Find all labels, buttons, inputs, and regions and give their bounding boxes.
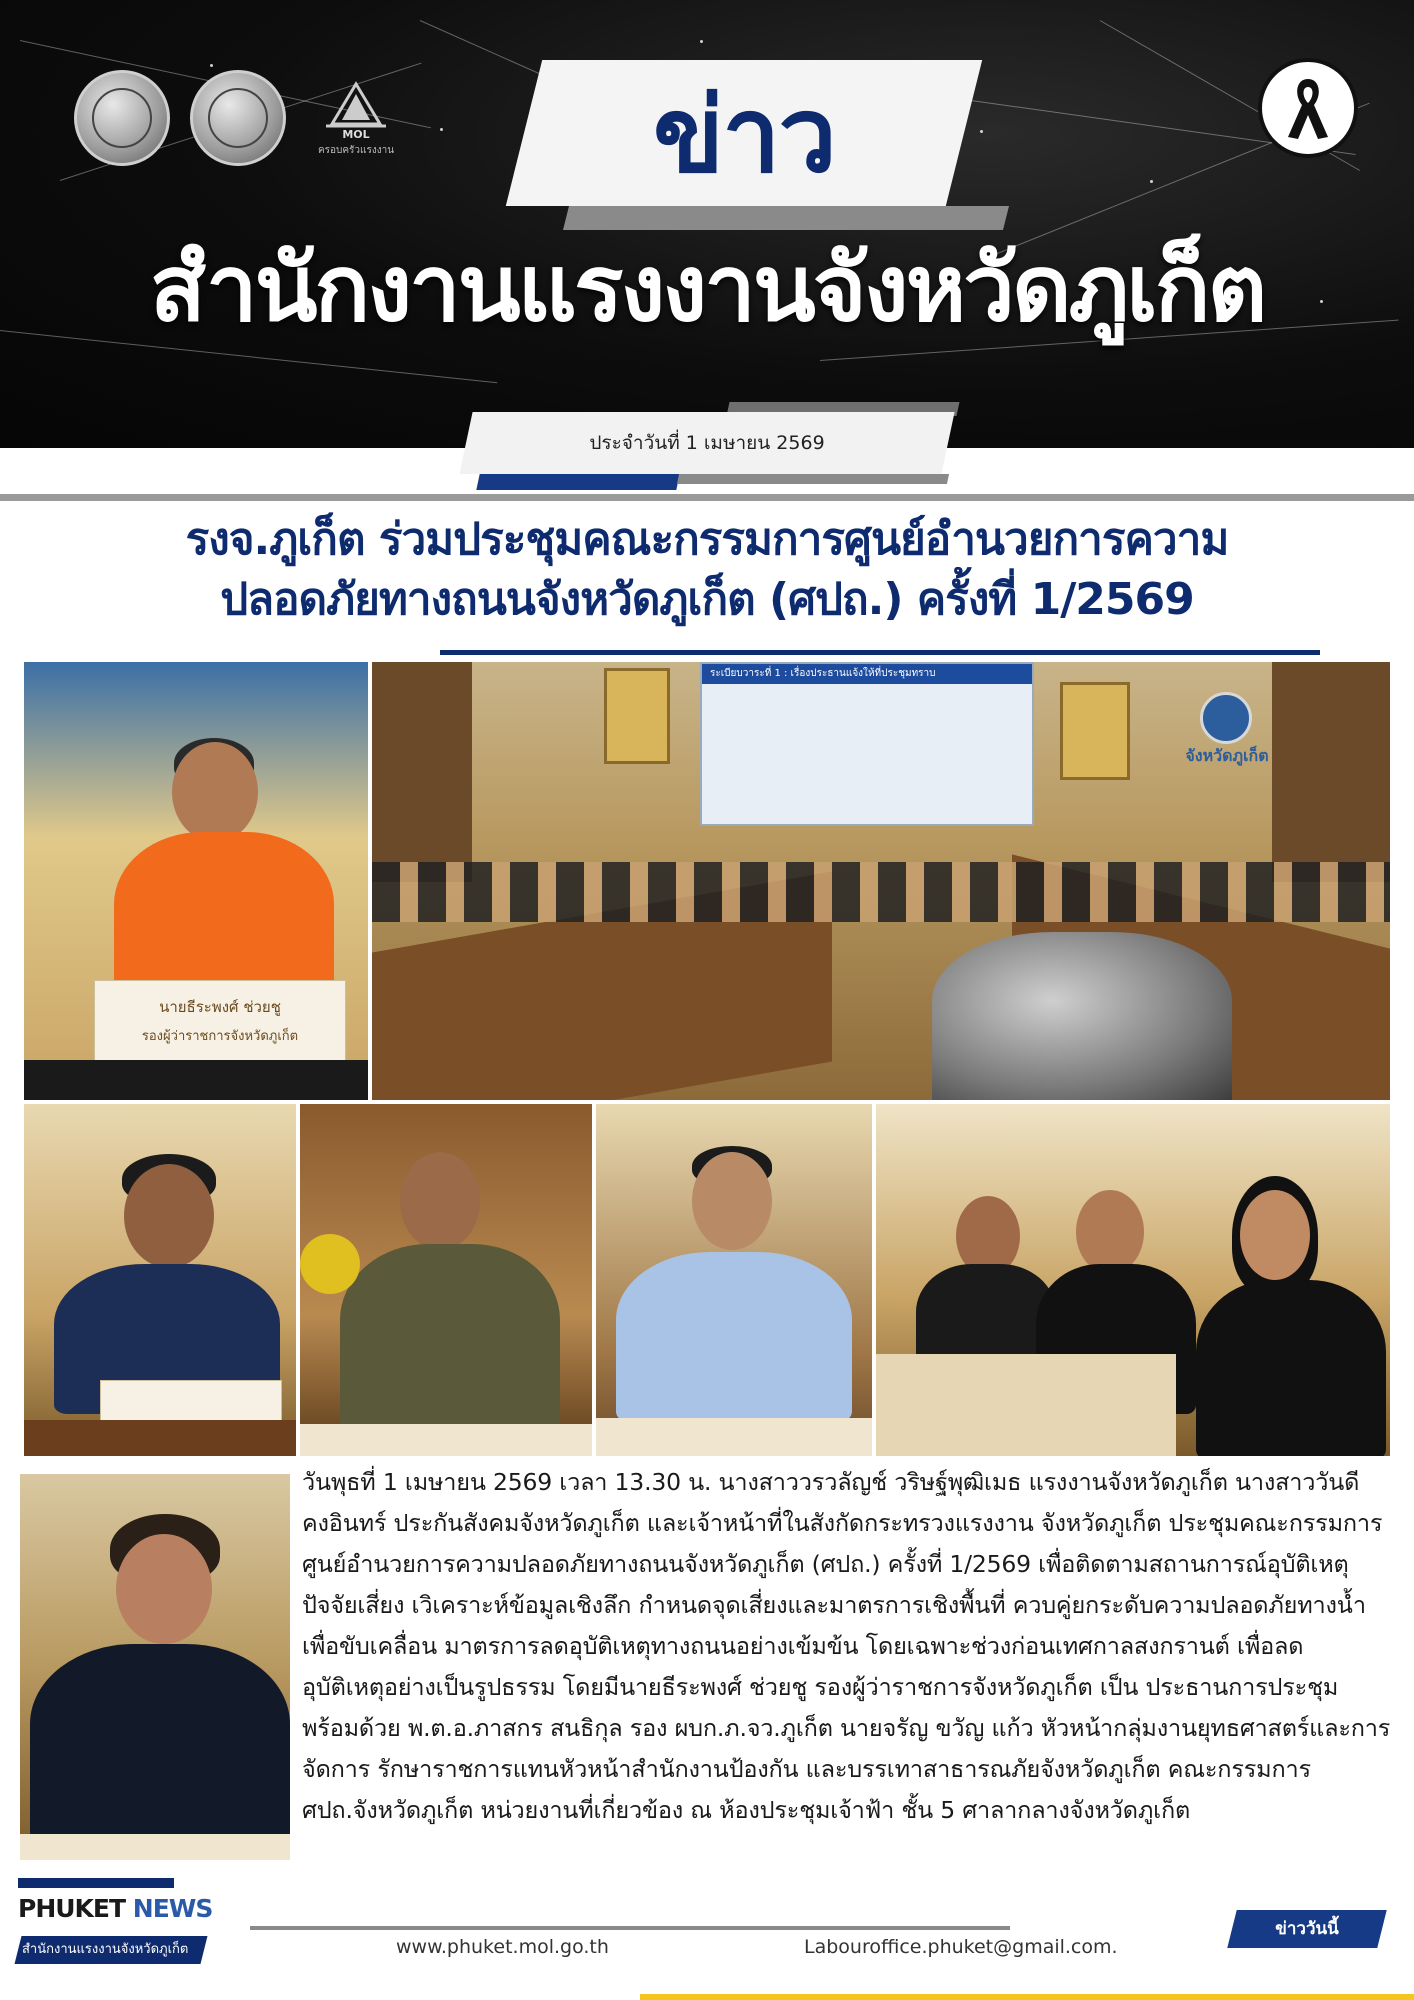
photo-person-shirt — [1196, 1280, 1386, 1458]
headline-underline — [440, 650, 1320, 655]
chairman-name: นายธีระพงศ์ ช่วยชู — [159, 998, 281, 1016]
photo-person-uniform — [340, 1244, 560, 1434]
header-banner — [0, 0, 1414, 448]
photo-person-head — [400, 1152, 480, 1250]
seal-inner — [208, 88, 268, 148]
wood-panel-right — [1272, 662, 1392, 882]
photo-flowers — [300, 1234, 360, 1294]
headline — [20, 510, 1394, 630]
headline-line-2: ปลอดภัยทางถนนจังหวัดภูเก็ต (ศปถ.) ครั้งที่ 1/2569 — [220, 574, 1194, 625]
footer-yellow-line — [640, 1994, 1414, 2000]
footer-office: สำนักงานแรงงานจังหวัดภูเก็ต — [22, 1942, 189, 1957]
photo-labour-officer — [18, 1472, 292, 1862]
photo-desk — [300, 1424, 594, 1458]
network-dot — [980, 130, 983, 133]
chairman-nameplate — [94, 980, 346, 1062]
footer-brand-accent: NEWS — [132, 1894, 213, 1923]
footer-divider — [250, 1926, 1010, 1930]
slide-title: ระเบียบวาระที่ 1 : เรื่องประธานแจ้งให้ที่ประชุมทราบ — [710, 668, 936, 679]
article-body: วันพุธที่ 1 เมษายน 2569 เวลา 13.30 น. นางสาววรวลัญช์ วริษฐ์พุฒิเมธ แรงงานจังหวัดภูเก็ต นางสาววันดี คงอินทร์ ประกันสังคมจังหวัดภูเก็ต และเจ้าหน้าที่ในสังกัดกระทรวงแรงงาน จังหวัดภูเก็ต ประชุมคณะกรรมการศูนย์อำนวยการความปลอดภัยทางถนนจังหวัดภูเก็ต (ศปถ.) ครั้งที่ 1/2569 เพื่อติดตามสถานการณ์อุบัติเหตุ ปัจจัยเสี่ยง เวิเคราะห์ข้อมูลเชิงลึก กำหนดจุดเสี่ยงและมาตรการเชิงพื้นที่ ควบคู่ยกระดับความปลอดภัยทางน้ำเพื่อขับเคลื่อน มาตรการลดอุบัติเหตุทางถนนอย่างเข้มข้น โดยเฉพาะช่วงก่อนเทศกาลสงกรานต์ เพื่อลด อุบัติเหตุอย่างเป็นรูปธรรม โดยมีนายธีระพงศ์ ช่วยชู รองผู้ว่าราชการจังหวัดภูเก็ต เป็น ประธานการประชุม พร้อมด้วย พ.ต.อ.ภาสกร สนธิกุล รอง ผบก.ภ.จว.ภูเก็ต นายจรัญ ขวัญ แก้ว หัวหน้ากลุ่มงานยุทธศาสตร์และการจัดการ รักษาราชการแทนหัวหน้าสำนักงานป้องกัน และบรรเทาสาธารณภัยจังหวัดภูเก็ต คณะกรรมการ ศปถ.จังหวัดภูเก็ต หน่วยงานที่เกี่ยวข้อง ณ ห้องประชุมเจ้าฟ้า ชั้น 5 ศาลากลางจังหวัดภูเก็ต — [302, 1468, 1391, 1824]
footer-website-link[interactable]: www.phuket.mol.go.th — [396, 1936, 609, 1958]
network-dot — [700, 40, 703, 43]
photo-official-navy-vest — [22, 1102, 298, 1458]
photo-desk — [24, 1060, 370, 1102]
photo-person-head — [124, 1164, 214, 1268]
footer-accent-bar — [18, 1878, 174, 1888]
photo-person-shirt — [30, 1644, 290, 1844]
footer-email-link[interactable]: Labouroffice.phuket@gmail.com. — [804, 1936, 1118, 1958]
photo-person-shirt — [616, 1252, 852, 1422]
network-dot — [440, 128, 443, 131]
mourning-ribbon-icon — [1258, 58, 1358, 158]
today-news-badge: ข่าววันนี้ — [1275, 1919, 1339, 1939]
mol-logo-text: MOL — [342, 128, 370, 141]
ministry-seal-logo — [74, 70, 170, 166]
photo-desk — [24, 1420, 298, 1458]
network-dot — [210, 64, 213, 67]
portrait-frame-left — [604, 668, 670, 764]
wall-sign: จังหวัดภูเก็ต — [1185, 746, 1269, 765]
photo-health-official — [594, 1102, 874, 1458]
photo-person-head — [116, 1534, 212, 1644]
network-dot — [1150, 180, 1153, 183]
photo-chairman — [22, 660, 370, 1102]
date-box-accent-navy — [476, 474, 679, 490]
footer-brand-main: PHUKET — [18, 1894, 126, 1923]
photo-desk — [596, 1418, 874, 1458]
header-divider — [0, 494, 1414, 501]
photo-desk — [20, 1834, 292, 1862]
department-seal-logo — [190, 70, 286, 166]
screen-title-bar — [702, 664, 1032, 684]
issue-date: ประจำวันที่ 1 เมษายน 2569 — [589, 432, 825, 454]
attendees-row — [372, 862, 1392, 922]
photo-police-officer — [298, 1102, 594, 1458]
date-box-accent-gray — [677, 474, 949, 484]
mol-logo-subtext: ครอบครัวแรงงาน — [317, 145, 395, 156]
footer-brand — [18, 1894, 218, 1934]
photo-person-head — [692, 1152, 772, 1250]
seal-inner — [92, 88, 152, 148]
photo-person-head — [172, 742, 258, 842]
news-label: ข่าว — [653, 74, 835, 196]
black-ribbon-icon — [1278, 73, 1338, 143]
chairman-title: รองผู้ว่าราชการจังหวัดภูเก็ต — [141, 1029, 299, 1044]
portrait-frame-right — [1060, 682, 1130, 780]
headline-line-1: รงจ.ภูเก็ต ร่วมประชุมคณะกรรมการศูนย์อำนวยการความ — [185, 514, 1229, 565]
news-label-shadow — [563, 206, 1009, 230]
photo-labour-staff — [874, 1102, 1392, 1458]
wood-panel-left — [372, 662, 472, 882]
attendees-foreground — [932, 932, 1232, 1102]
presentation-screen — [700, 662, 1034, 826]
photo-desk — [876, 1354, 1176, 1458]
wall-emblem — [1200, 692, 1252, 744]
photo-person-head — [1240, 1190, 1310, 1280]
photo-person-head — [1076, 1190, 1144, 1274]
office-title: สำนักงานแรงงานจังหวัดภูเก็ต — [149, 235, 1265, 342]
photo-meeting-room — [370, 660, 1392, 1102]
